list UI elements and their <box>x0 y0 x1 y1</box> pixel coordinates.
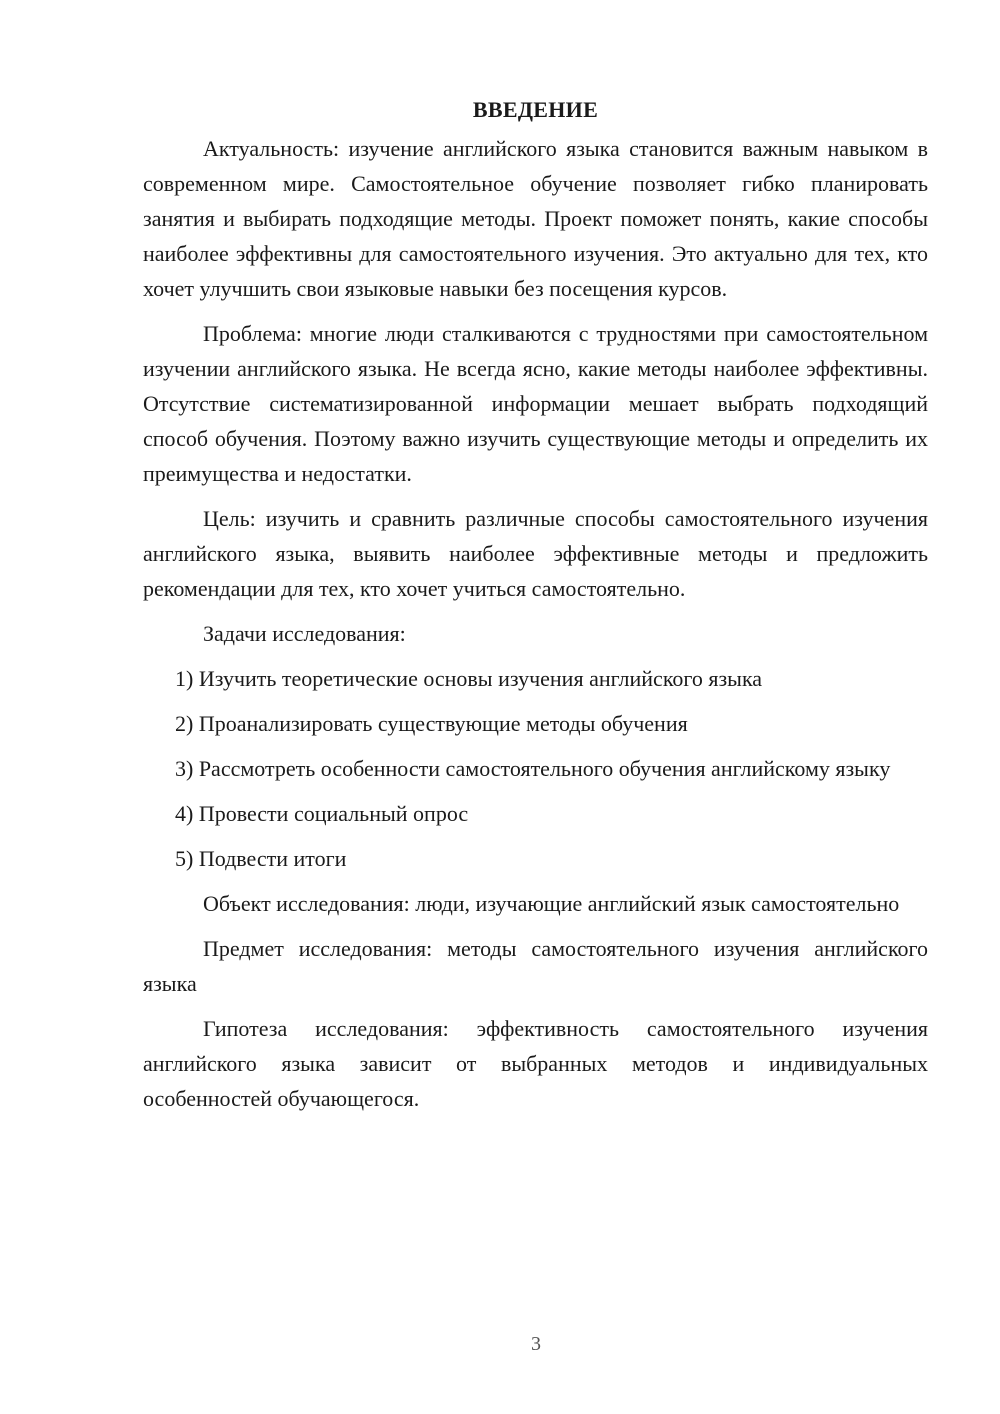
relevance-paragraph: Актуальность: изучение английского языка становится важным навыком в современном мире. Самостоятельное обучение позволяет гибко планировать занятия и выбирать подходящие методы. Проект поможет понять, какие способы наиболее эффективны для самостоятельного изучения. Это актуально для тех, кто хочет улучшить свои языковые навыки без посещения курсов. <box>143 136 928 301</box>
object-paragraph: Объект исследования: люди, изучающие английский язык самостоятельно <box>203 891 900 916</box>
tasks-heading: Задачи исследования: <box>203 621 406 646</box>
tasks-list <box>143 661 928 876</box>
problem-paragraph: Проблема: многие люди сталкиваются с трудностями при самостоятельном изучении английского языка. Не всегда ясно, какие методы наиболее эффективны. Отсутствие систематизированной информации мешает выбрать подходящий способ обучения. Поэтому важно изучить существующие методы и определить их преимущества и недостатки. <box>143 321 928 486</box>
hypothesis-paragraph: Гипотеза исследования: эффективность самостоятельного изучения английского языка зависит от выбранных методов и индивидуальных особенностей обучающегося. <box>143 1016 928 1111</box>
document-page <box>143 92 928 1126</box>
task-item: 2) Проанализировать существующие методы обучения <box>175 711 688 736</box>
page-title: ВВЕДЕНИЕ <box>472 97 599 122</box>
goal-paragraph: Цель: изучить и сравнить различные способы самостоятельного изучения английского языка, выявить наиболее эффективные методы и предложить рекомендации для тех, кто хочет учиться самостоятельно. <box>143 506 928 601</box>
page-number: 3 <box>531 1333 541 1355</box>
task-item: 5) Подвести итоги <box>175 846 347 871</box>
task-item: 1) Изучить теоретические основы изучения английского языка <box>175 666 763 691</box>
task-item: 3) Рассмотреть особенности самостоятельного обучения английскому языку <box>175 756 891 781</box>
subject-paragraph: Предмет исследования: методы самостоятельного изучения английского языка <box>143 936 928 996</box>
task-item: 4) Провести социальный опрос <box>175 801 469 826</box>
